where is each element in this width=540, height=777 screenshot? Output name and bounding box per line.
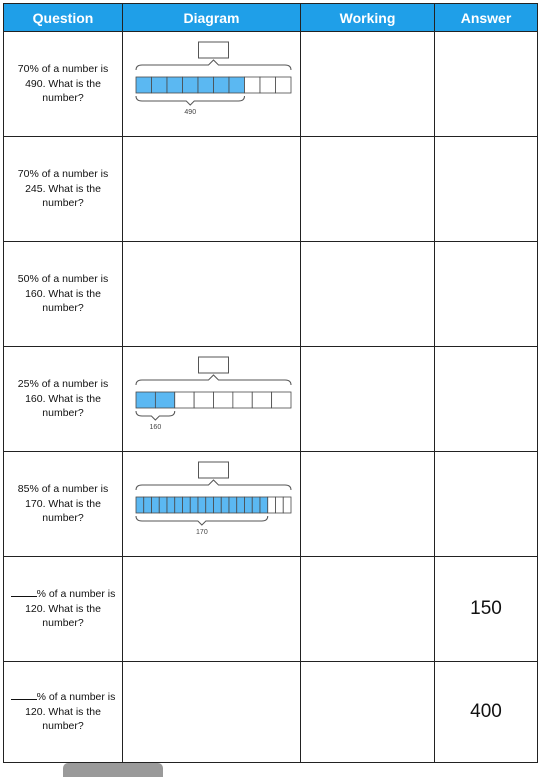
bottom-tab[interactable] bbox=[63, 763, 163, 777]
empty-segment bbox=[214, 392, 233, 408]
header-working: Working bbox=[301, 4, 435, 32]
answer-box bbox=[199, 42, 229, 58]
working-cell[interactable] bbox=[301, 662, 435, 763]
question-cell bbox=[4, 557, 123, 662]
question-text bbox=[4, 587, 122, 631]
shaded-segment bbox=[237, 497, 245, 513]
bar-model-diagram bbox=[123, 347, 299, 451]
answer-cell[interactable] bbox=[435, 662, 538, 763]
top-brace bbox=[136, 480, 291, 490]
question-cell bbox=[4, 347, 123, 452]
shaded-segment bbox=[152, 77, 168, 93]
diagram-cell bbox=[123, 557, 301, 662]
shaded-segment bbox=[190, 497, 198, 513]
header-answer: Answer bbox=[435, 4, 538, 32]
working-cell[interactable] bbox=[301, 242, 435, 347]
answer-cell[interactable] bbox=[435, 32, 538, 137]
shaded-segment bbox=[214, 497, 222, 513]
diagram-cell bbox=[123, 32, 301, 137]
shaded-segment bbox=[260, 497, 268, 513]
empty-segment bbox=[252, 392, 271, 408]
answer-box bbox=[199, 357, 229, 373]
table-row bbox=[4, 662, 538, 763]
table-row bbox=[4, 557, 538, 662]
question-suffix: % of a number is 120. What is the number? bbox=[25, 588, 116, 630]
question-cell bbox=[4, 662, 123, 763]
answer-cell[interactable] bbox=[435, 452, 538, 557]
question-text: 70% of a number is 490. What is the number? bbox=[17, 63, 109, 105]
working-cell[interactable] bbox=[301, 137, 435, 242]
table-row bbox=[4, 137, 538, 242]
working-cell[interactable] bbox=[301, 557, 435, 662]
shaded-segment bbox=[229, 77, 245, 93]
working-cell[interactable] bbox=[301, 32, 435, 137]
table-row bbox=[4, 347, 538, 452]
shaded-segment bbox=[214, 77, 230, 93]
brace-value-label: 490 bbox=[184, 109, 197, 116]
shaded-segment bbox=[245, 497, 253, 513]
brace-value-label: 170 bbox=[196, 529, 208, 536]
working-cell[interactable] bbox=[301, 452, 435, 557]
header-row bbox=[4, 4, 538, 32]
shaded-segment bbox=[229, 497, 237, 513]
diagram-cell bbox=[123, 347, 301, 452]
blank-percent-line[interactable] bbox=[11, 690, 37, 700]
shaded-segment bbox=[167, 77, 183, 93]
question-text: 85% of a number is 170. What is the number? bbox=[17, 483, 109, 525]
table-row bbox=[4, 242, 538, 347]
diagram-cell bbox=[123, 242, 301, 347]
empty-segment bbox=[272, 392, 291, 408]
question-suffix: % of a number is 120. What is the number? bbox=[25, 691, 116, 733]
diagram-cell bbox=[123, 137, 301, 242]
table-row bbox=[4, 32, 538, 137]
table-row bbox=[4, 452, 538, 557]
shaded-segment bbox=[155, 392, 174, 408]
answer-box bbox=[199, 462, 229, 478]
bar-model-diagram bbox=[123, 32, 299, 136]
answer-text: 400 bbox=[470, 701, 502, 722]
empty-segment bbox=[276, 497, 284, 513]
empty-segment bbox=[245, 77, 261, 93]
bar-model-diagram bbox=[123, 452, 299, 556]
empty-segment bbox=[276, 77, 292, 93]
question-text: 70% of a number is 245. What is the number? bbox=[17, 168, 109, 210]
empty-segment bbox=[268, 497, 276, 513]
empty-segment bbox=[175, 392, 194, 408]
diagram-cell bbox=[123, 452, 301, 557]
shaded-segment bbox=[183, 77, 199, 93]
bottom-brace bbox=[136, 411, 175, 420]
shaded-segment bbox=[175, 497, 183, 513]
shaded-segment bbox=[152, 497, 160, 513]
shaded-segment bbox=[221, 497, 229, 513]
shaded-segment bbox=[136, 392, 155, 408]
empty-segment bbox=[194, 392, 213, 408]
question-text: 50% of a number is 160. What is the number? bbox=[17, 273, 109, 315]
answer-cell[interactable] bbox=[435, 557, 538, 662]
shaded-segment bbox=[198, 497, 206, 513]
diagram-cell bbox=[123, 662, 301, 763]
worksheet-table bbox=[3, 3, 538, 763]
shaded-segment bbox=[167, 497, 175, 513]
top-brace bbox=[136, 375, 291, 385]
bottom-brace bbox=[136, 516, 268, 525]
blank-percent-line[interactable] bbox=[11, 587, 37, 597]
answer-cell[interactable] bbox=[435, 242, 538, 347]
empty-segment bbox=[260, 77, 276, 93]
shaded-segment bbox=[136, 77, 152, 93]
question-cell bbox=[4, 137, 123, 242]
question-text bbox=[4, 690, 122, 734]
question-cell bbox=[4, 32, 123, 137]
shaded-segment bbox=[159, 497, 167, 513]
top-brace bbox=[136, 60, 291, 70]
empty-segment bbox=[283, 497, 291, 513]
brace-value-label: 160 bbox=[149, 424, 162, 431]
shaded-segment bbox=[206, 497, 214, 513]
shaded-segment bbox=[144, 497, 152, 513]
shaded-segment bbox=[252, 497, 260, 513]
answer-text: 150 bbox=[470, 598, 502, 619]
header-question: Question bbox=[4, 4, 123, 32]
question-cell bbox=[4, 242, 123, 347]
question-cell bbox=[4, 452, 123, 557]
empty-segment bbox=[233, 392, 252, 408]
question-text: 25% of a number is 160. What is the number? bbox=[17, 378, 109, 420]
answer-cell[interactable] bbox=[435, 347, 538, 452]
header-diagram: Diagram bbox=[123, 4, 301, 32]
shaded-segment bbox=[198, 77, 214, 93]
working-cell[interactable] bbox=[301, 347, 435, 452]
answer-cell[interactable] bbox=[435, 137, 538, 242]
shaded-segment bbox=[183, 497, 191, 513]
bottom-brace bbox=[136, 96, 245, 105]
shaded-segment bbox=[136, 497, 144, 513]
